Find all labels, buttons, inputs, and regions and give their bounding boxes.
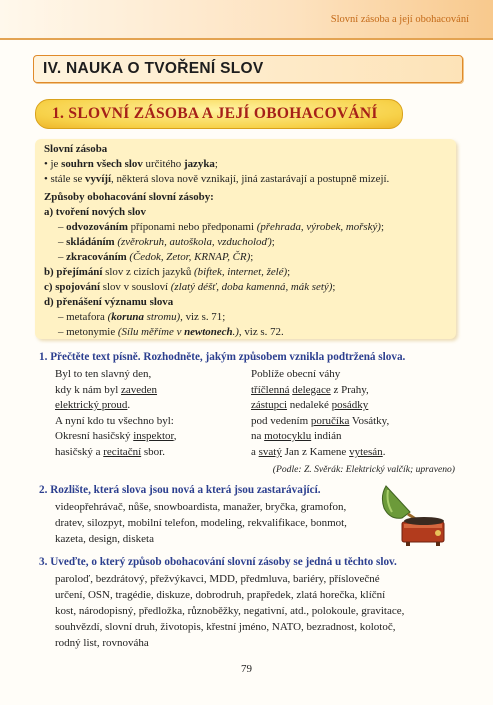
- gramophone-illustration: [380, 482, 448, 548]
- poem-left-line: Byl to ten slavný den,: [55, 368, 152, 380]
- task-2-line: videopřehrávač, nůše, snowboardista, manažer, bryčka, gramofon,: [55, 501, 347, 513]
- poem-source: (Podle: Z. Svěrák: Elektrický valčík; upraveno): [272, 464, 455, 475]
- page-header: [0, 0, 493, 44]
- way-a: a) tvoření nových slov: [44, 206, 146, 218]
- task-2-line: kazeta, design, disketa: [55, 533, 154, 545]
- section-title: 1. SLOVNÍ ZÁSOBA A JEJÍ OBOHACOVÁNÍ: [52, 105, 378, 122]
- poem-left-line: Okresní hasičský inspektor,: [55, 430, 177, 443]
- task-1-instruction: 1. Přečtěte text písně. Rozhodněte, jakým způsobem vznikla podtržená slova.: [39, 351, 406, 363]
- task-3-instruction: 3. Uveďte, o který způsob obohacování slovní zásoby se jedná u těchto slov.: [39, 556, 397, 568]
- way-a-1: – odvozováním příponami nebo předponami (přehrada, výrobek, mořský);: [58, 221, 384, 233]
- task-3-line: kost, národopisný, předložka, různoběžky, negativní, atd., polokoule, gravitace,: [55, 605, 405, 617]
- way-a-3: – zkracováním (Čedok, Zetor, KRNAP, ČR);: [58, 251, 254, 263]
- way-b: b) přejímání slov z cizích jazyků (biftek, internet, želé);: [44, 266, 291, 278]
- box-heading: Slovní zásoba: [44, 143, 108, 155]
- way-c: c) spojování slov v sousloví (zlatý déšť, doba kamenná, mák setý);: [44, 281, 336, 293]
- poem-right-line: a svatý Jan z Kamene vytesán.: [251, 445, 386, 458]
- section-title-pill: [35, 99, 403, 129]
- poem-left-line: elektrický proud.: [55, 399, 131, 412]
- way-d-1: – metafora (koruna stromu), viz s. 71;: [58, 311, 226, 323]
- way-a-2: – skládáním (zvěrokruh, autoškola, vzducholoď);: [58, 236, 275, 248]
- poem-right-line: pod vedením poručíka Vosátky,: [251, 414, 390, 427]
- chapter-title-box: [33, 55, 463, 83]
- task-3-line: rodný list, rovnováha: [55, 637, 149, 649]
- definition-box: [35, 139, 456, 339]
- page-number: 79: [241, 663, 252, 675]
- way-d: d) přenášení významu slova: [44, 296, 174, 308]
- running-title: Slovní zásoba a její obohacování: [330, 14, 469, 25]
- poem-left-line: kdy k nám byl zaveden: [55, 383, 158, 396]
- poem-right-line: Poblíže obecní váhy: [251, 368, 341, 380]
- task-3-line: souhvězdí, slovní druh, životopis, křestní jméno, NATO, bezradnost, kolotoč,: [55, 621, 396, 633]
- ways-heading: Způsoby obohacování slovní zásoby:: [44, 191, 214, 203]
- task-2-instruction: 2. Rozlište, která slova jsou nová a která jsou zastarávající.: [39, 484, 321, 496]
- header-rule: [0, 38, 493, 40]
- task-3-line: paroloď, bezdrátový, přežvýkavci, MDD, předmluva, bariéry, příslovečné: [55, 573, 380, 585]
- poem-right-line: na motocyklu indián: [251, 430, 342, 443]
- task-2-line: dratev, silozpyt, mobilní telefon, modeling, rekvalifikace, bonmot,: [55, 517, 347, 529]
- poem-right-line: zástupci nedaleké posádky: [251, 399, 369, 412]
- box-bullet-2: • stále se vyvíjí, některá slova nově vznikají, jiná zastarávají a postupně mizejí.: [44, 173, 390, 185]
- poem-left-line: A nyní kdo tu všechno byl:: [55, 414, 174, 427]
- chapter-title: IV. NAUKA O TVOŘENÍ SLOV: [43, 60, 264, 77]
- way-d-2: – metonymie (Sílu měříme v newtonech.), viz s. 72.: [58, 326, 284, 338]
- task-3-line: určení, OSN, tragédie, diskuze, dobrodruh, prapředek, zlatá horečka, klíční: [55, 589, 386, 601]
- poem-left-line: hasičský a recitační sbor.: [55, 445, 165, 458]
- poem-left: [55, 367, 176, 461]
- poem-right: [251, 367, 389, 461]
- poem-right-line: tříčlenná delegace z Prahy,: [251, 383, 369, 396]
- box-bullet-1: • je souhrn všech slov určitého jazyka;: [44, 158, 218, 170]
